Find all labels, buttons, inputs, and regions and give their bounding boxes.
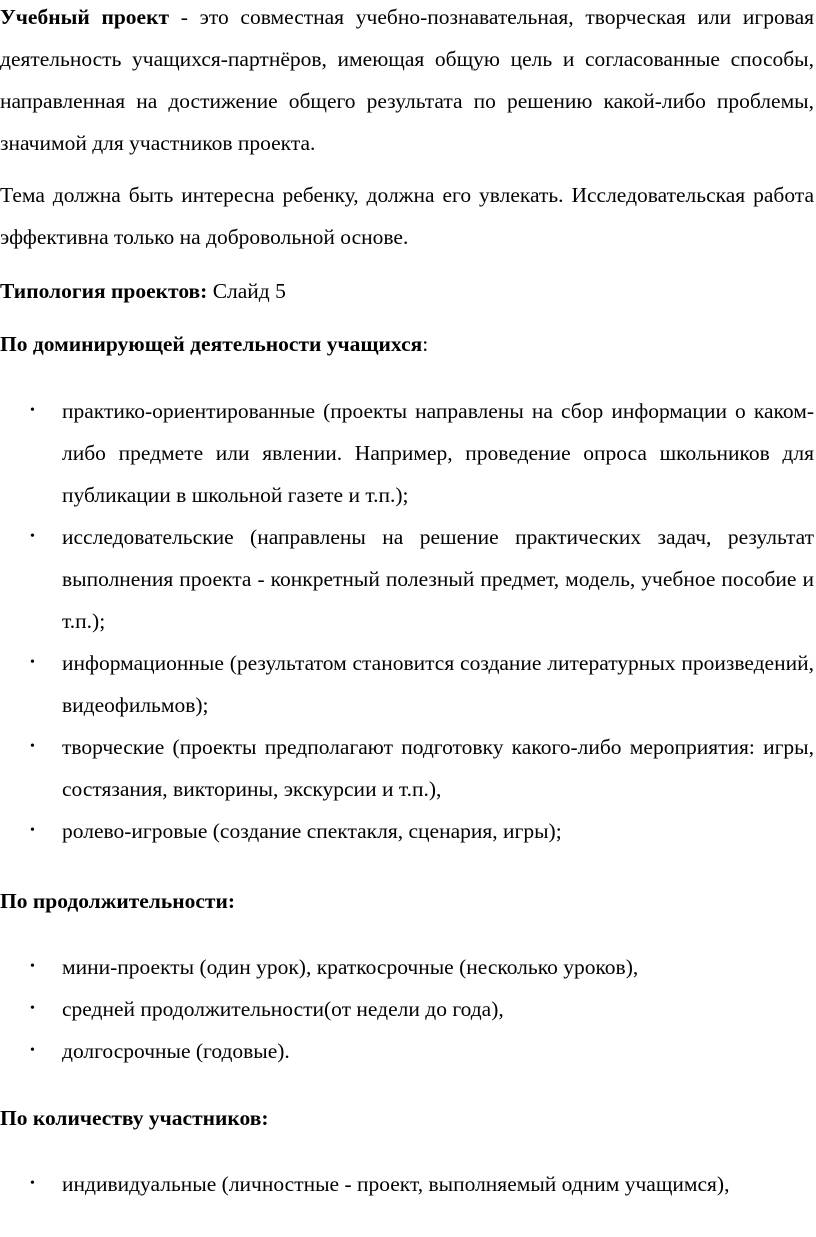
bullet-icon: • [30, 1176, 35, 1191]
bullet-icon: • [30, 959, 35, 974]
list-item [0, 390, 814, 516]
activity-list [0, 390, 814, 852]
bullet-icon: • [30, 739, 35, 754]
section-heading-duration: По продолжительности: [0, 889, 236, 913]
activity-heading-colon: : [422, 332, 429, 356]
list-item-text: исследовательские (направлены на решение практических задач, результат выполнения проекта - конкретный полезный предмет, модель, учебное пособие и т.п.); [62, 525, 814, 633]
bullet-icon: • [30, 1043, 35, 1058]
list-item [0, 946, 814, 988]
duration-list [0, 946, 814, 1072]
bullet-icon: • [30, 655, 35, 670]
list-item-text: творческие (проекты предполагают подготовку какого-либо мероприятия: игры, состязания, викторины, экскурсии и т.п.), [62, 735, 814, 801]
list-item [0, 1030, 814, 1072]
bullet-icon: • [30, 823, 35, 838]
list-item-text: информационные (результатом становится создание литературных произведений, видеофильмов); [62, 651, 814, 717]
list-item-text: индивидуальные (личностные - проект, выполняемый одним учащимся), [62, 1172, 730, 1196]
typology-label: Типология проектов: [0, 279, 208, 303]
intro-term: Учебный проект [0, 5, 170, 29]
intro-paragraph [0, 0, 814, 164]
list-item-text: средней продолжительности(от недели до года), [62, 997, 504, 1021]
list-item-text: практико-ориентированные (проекты направлены на сбор информации о каком-либо предмете или явлении. Например, проведение опроса школьников для публикации в школьной газете и т.п.); [62, 399, 814, 507]
list-item [0, 810, 814, 852]
typology-line [0, 270, 286, 312]
activity-heading-text: По доминирующей деятельности учащихся [0, 332, 423, 356]
intro-definition: - это совместная учебно-познавательная, творческая или игровая деятельность учащихся-партнёров, имеющая общую цель и согласованные способы, направленная на достижение общего результата по решению какой-либо проблемы, значимой для участников проекта. [0, 5, 814, 155]
section-heading-participants: По количеству участников: [0, 1106, 269, 1130]
list-item-text: долгосрочные (годовые). [62, 1039, 290, 1063]
bullet-icon: • [30, 1001, 35, 1016]
participants-list [0, 1163, 814, 1205]
list-item [0, 642, 814, 726]
list-item-text: ролево-игровые (создание спектакля, сценария, игры); [62, 819, 562, 843]
list-item [0, 726, 814, 810]
section-heading-activity [0, 323, 428, 365]
bullet-icon: • [30, 403, 35, 418]
list-item-text: мини-проекты (один урок), краткосрочные (несколько уроков), [62, 955, 639, 979]
list-item [0, 516, 814, 642]
list-item [0, 988, 814, 1030]
list-item [0, 1163, 814, 1205]
typology-slide: Слайд 5 [207, 279, 286, 303]
theme-paragraph: Тема должна быть интересна ребенку, должна его увлекать. Исследовательская работа эффективна только на добровольной основе. [0, 183, 814, 249]
bullet-icon: • [30, 529, 35, 544]
